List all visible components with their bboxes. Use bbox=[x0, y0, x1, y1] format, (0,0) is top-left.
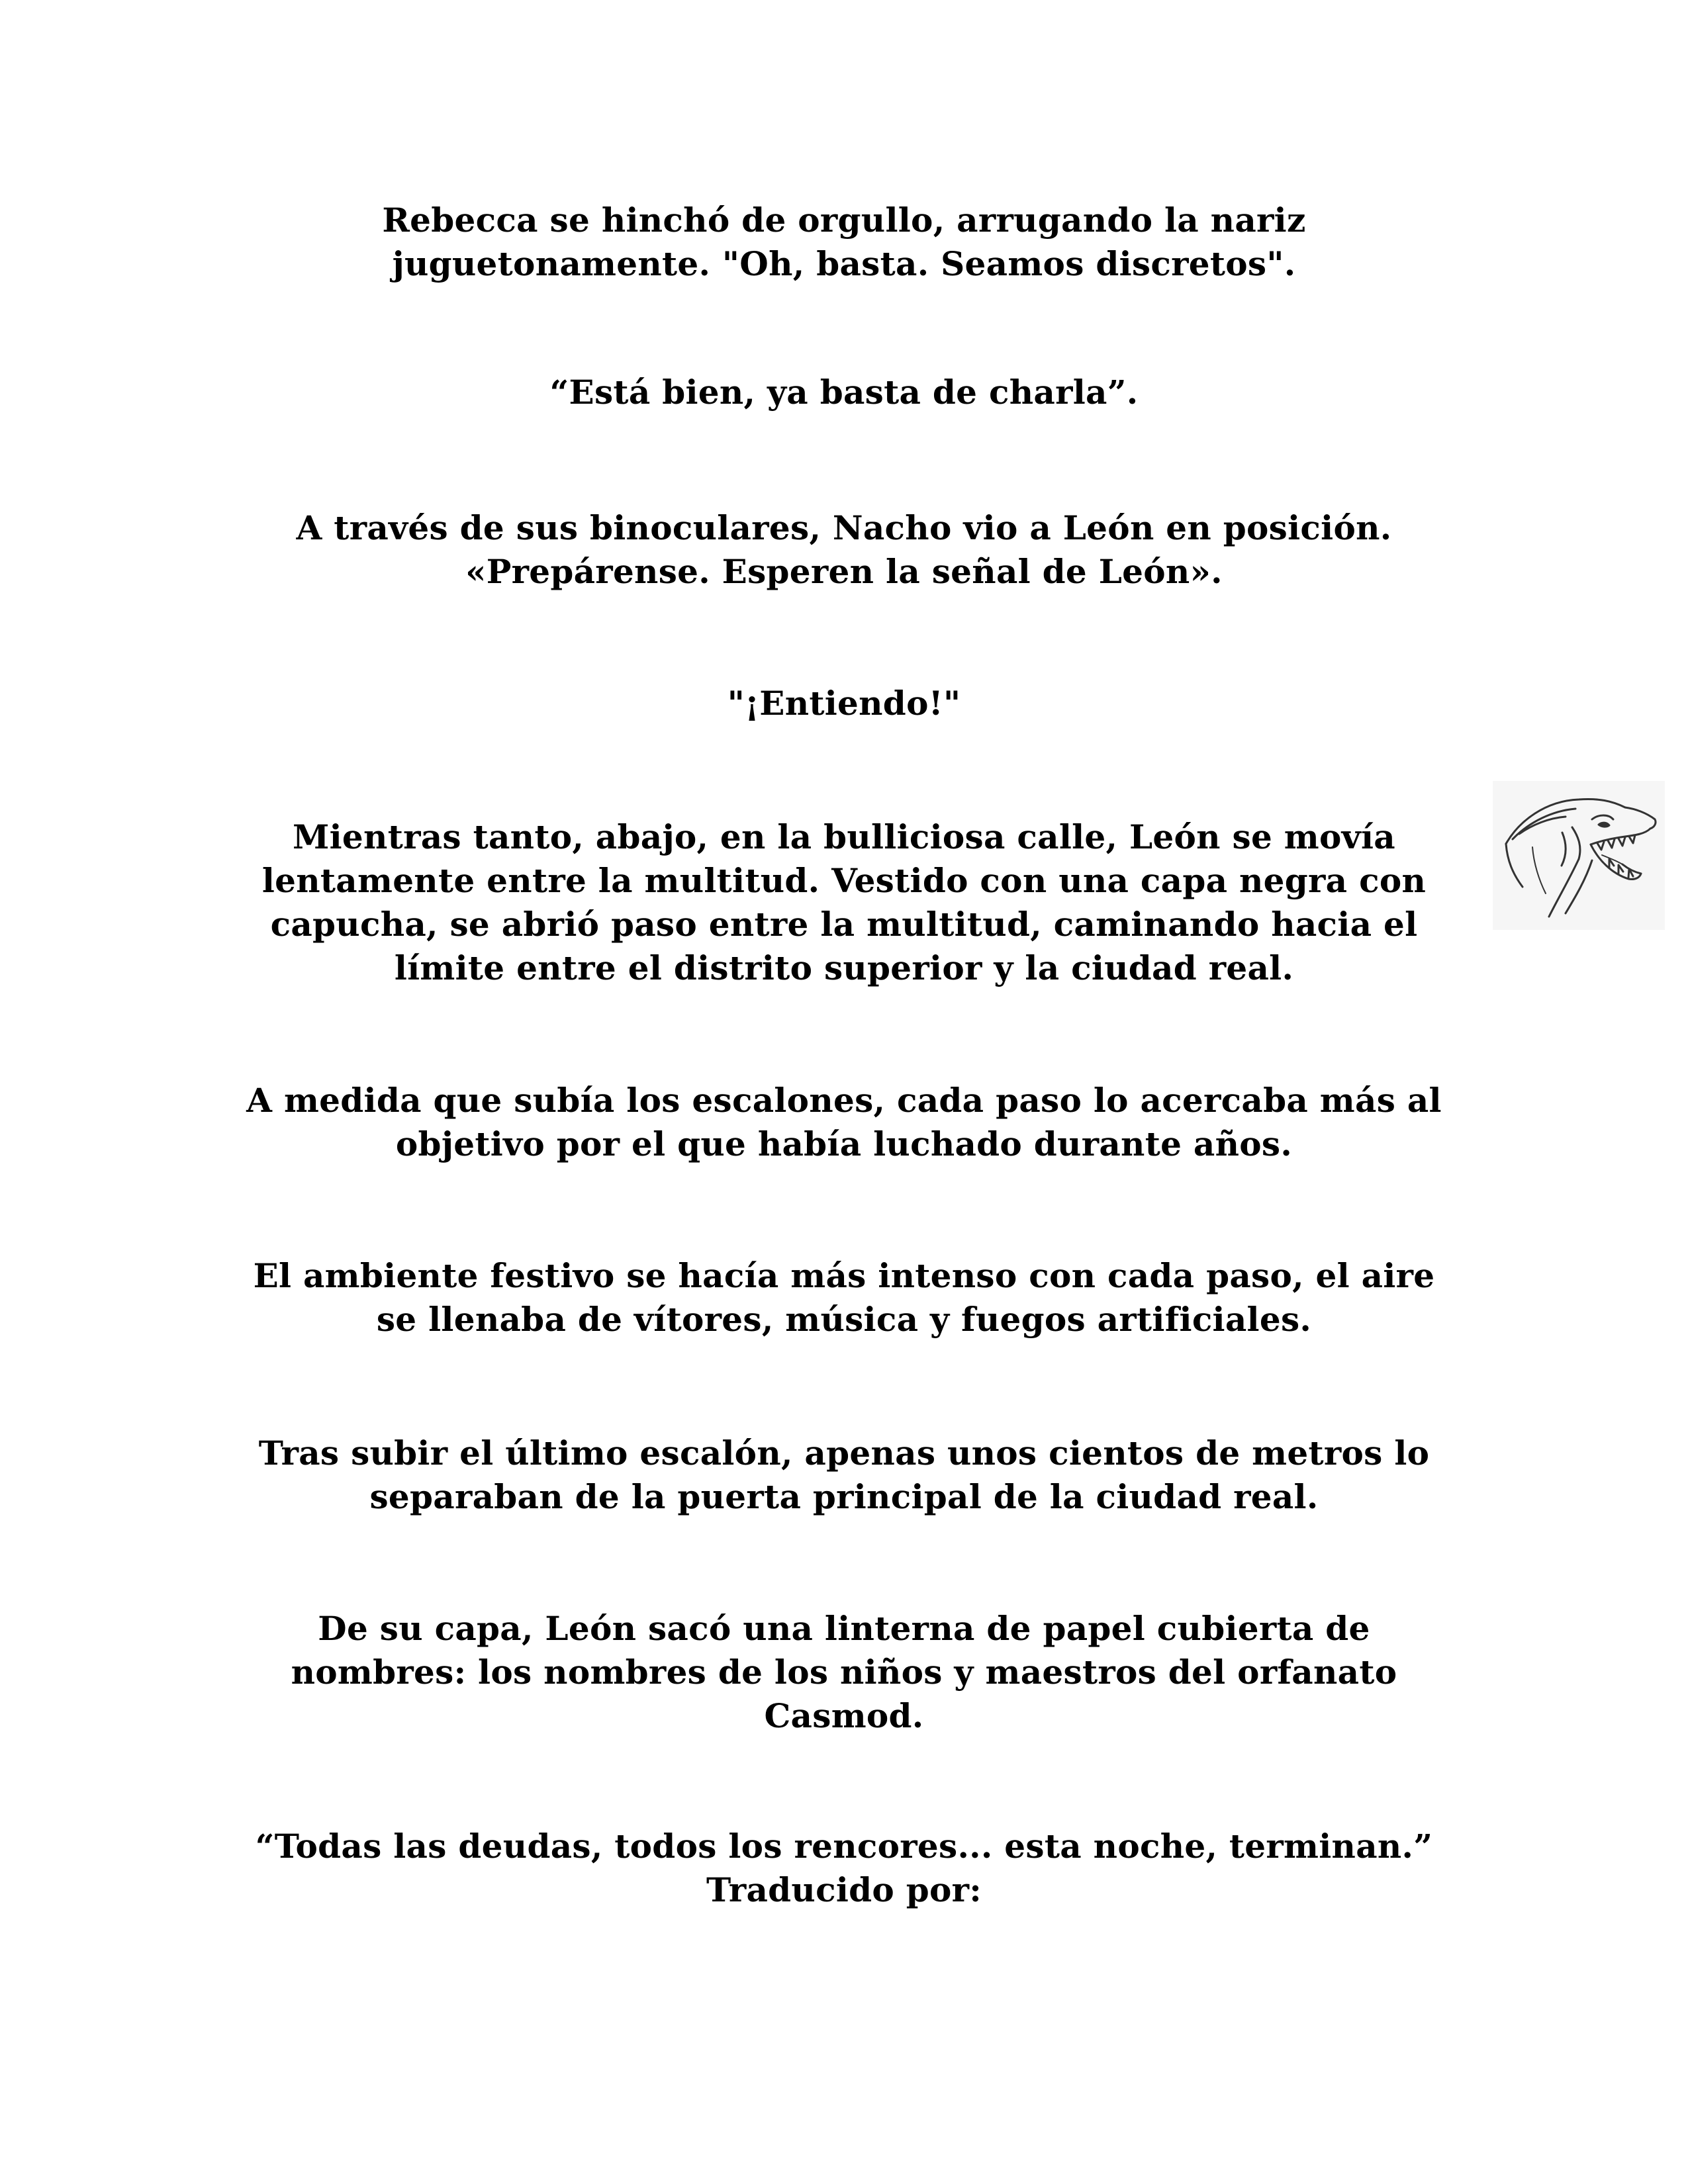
paragraph-5-line-4: límite entre el distrito superior y la ciudad real. bbox=[394, 948, 1294, 987]
paragraph-7 bbox=[199, 1254, 1489, 1342]
paragraph-5-line-1: Mientras tanto, abajo, en la bulliciosa calle, León se movía bbox=[292, 817, 1396, 856]
paragraph-4 bbox=[199, 682, 1489, 725]
paragraph-3-line-2: «Prepárense. Esperen la señal de León». bbox=[465, 552, 1223, 591]
paragraph-1-line-1: Rebecca se hinchó de orgullo, arrugando la nariz bbox=[382, 201, 1306, 240]
paragraph-5-line-3: capucha, se abrió paso entre la multitud, caminando hacia el bbox=[270, 905, 1418, 944]
paragraph-5-line-2: lentamente entre la multitud. Vestido con una capa negra con bbox=[261, 861, 1427, 900]
paragraph-10-line-1: “Todas las deudas, todos los rencores... esta noche, terminan.” bbox=[255, 1827, 1433, 1866]
paragraph-4-line-1: "¡Entiendo!" bbox=[727, 684, 961, 723]
paragraph-8-line-1: Tras subir el último escalón, apenas unos cientos de metros lo bbox=[258, 1433, 1430, 1473]
paragraph-6-line-1: A medida que subía los escalones, cada paso lo acercaba más al bbox=[246, 1081, 1442, 1120]
paragraph-9-line-2: nombres: los nombres de los niños y maestros del orfanato bbox=[291, 1653, 1397, 1692]
paragraph-2-line-1: “Está bien, ya basta de charla”. bbox=[549, 373, 1139, 412]
paragraph-1 bbox=[199, 199, 1489, 286]
paragraph-6-line-2: objetivo por el que había luchado durante años. bbox=[395, 1124, 1293, 1163]
paragraph-10-line-2: Traducido por: bbox=[706, 1870, 982, 1909]
paragraph-7-line-2: se llenaba de vítores, música y fuegos artificiales. bbox=[376, 1300, 1312, 1339]
paragraph-9 bbox=[199, 1607, 1489, 1738]
paragraph-5 bbox=[199, 815, 1489, 990]
paragraph-2 bbox=[199, 371, 1489, 414]
paragraph-9-line-1: De su capa, León sacó una linterna de papel cubierta de bbox=[318, 1609, 1370, 1648]
paragraph-3 bbox=[199, 506, 1489, 594]
paragraph-6 bbox=[199, 1079, 1489, 1166]
paragraph-8-line-2: separaban de la puerta principal de la ciudad real. bbox=[369, 1477, 1319, 1516]
paragraph-8 bbox=[199, 1432, 1489, 1519]
paragraph-1-line-2: juguetonamente. "Oh, basta. Seamos discretos". bbox=[392, 244, 1296, 283]
paragraph-3-line-1: A través de sus binoculares, Nacho vio a León en posición. bbox=[296, 508, 1392, 547]
paragraph-10 bbox=[199, 1825, 1489, 1912]
paragraph-9-line-3: Casmod. bbox=[764, 1696, 924, 1735]
paragraph-7-line-1: El ambiente festivo se hacía más intenso con cada paso, el aire bbox=[253, 1256, 1435, 1295]
dinosaur-head-sketch-icon bbox=[1493, 781, 1665, 930]
